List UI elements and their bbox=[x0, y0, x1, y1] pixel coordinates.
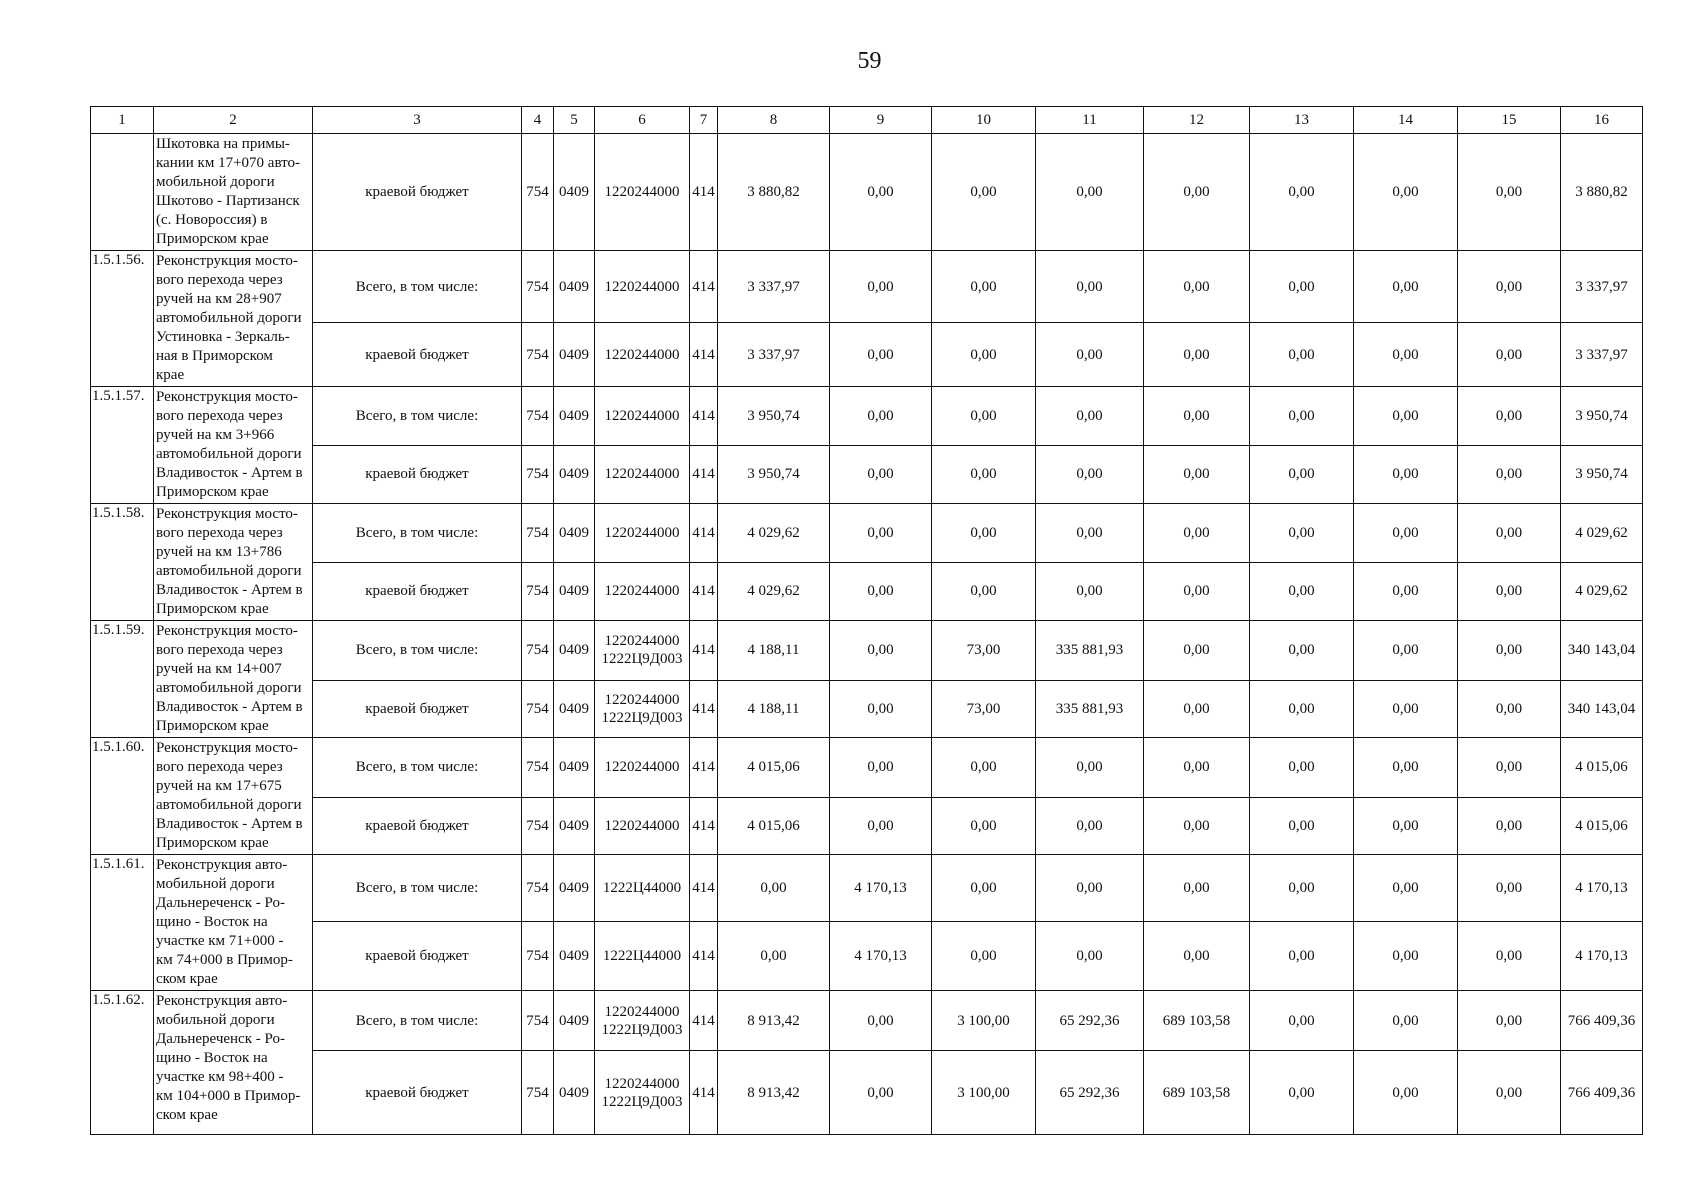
amount-col-13: 0,00 bbox=[1250, 621, 1354, 681]
code-col-5: 0409 bbox=[554, 991, 595, 1051]
table-row bbox=[91, 855, 1643, 922]
amount-col-11: 0,00 bbox=[1036, 134, 1144, 251]
amount-col-8: 3 880,82 bbox=[718, 134, 830, 251]
amount-col-9: 0,00 bbox=[830, 680, 932, 737]
table-row bbox=[91, 387, 1643, 446]
amount-col-14: 0,00 bbox=[1354, 797, 1458, 854]
amount-col-10: 0,00 bbox=[932, 562, 1036, 621]
code-col-7: 414 bbox=[690, 991, 718, 1051]
amount-col-11: 0,00 bbox=[1036, 387, 1144, 446]
amount-col-14: 0,00 bbox=[1354, 134, 1458, 251]
amount-col-8: 3 337,97 bbox=[718, 323, 830, 387]
code-col-6: 1222Ц44000 bbox=[595, 855, 690, 922]
item-description: Реконструкция мосто- вого перехода через ручей на км 13+786 автомобильной дороги Владивосток - Артем в Приморском крае bbox=[154, 504, 313, 621]
amount-col-12: 0,00 bbox=[1144, 921, 1250, 990]
item-description: Реконструкция авто- мобильной дороги Дальнереченск - Ро- щино - Восток на участке км 98+400 - км 104+000 в Примор- ском крае bbox=[154, 991, 313, 1135]
code-col-6: 1220244000 bbox=[595, 134, 690, 251]
amount-col-14: 0,00 bbox=[1354, 1051, 1458, 1135]
header-cell: 8 bbox=[718, 107, 830, 134]
amount-col-15: 0,00 bbox=[1458, 504, 1561, 563]
amount-col-14: 0,00 bbox=[1354, 921, 1458, 990]
code-col-6: 1220244000 bbox=[595, 445, 690, 504]
amount-col-9: 0,00 bbox=[830, 387, 932, 446]
header-cell: 10 bbox=[932, 107, 1036, 134]
funding-source: краевой бюджет bbox=[313, 323, 522, 387]
code-col-4: 754 bbox=[522, 991, 554, 1051]
code-col-7: 414 bbox=[690, 797, 718, 854]
code-col-5: 0409 bbox=[554, 621, 595, 681]
amount-col-8: 4 188,11 bbox=[718, 680, 830, 737]
amount-col-9: 0,00 bbox=[830, 797, 932, 854]
amount-col-13: 0,00 bbox=[1250, 251, 1354, 323]
amount-col-13: 0,00 bbox=[1250, 921, 1354, 990]
code-col-4: 754 bbox=[522, 323, 554, 387]
header-cell: 15 bbox=[1458, 107, 1561, 134]
amount-col-8: 4 188,11 bbox=[718, 621, 830, 681]
code-col-4: 754 bbox=[522, 387, 554, 446]
code-col-6: 1220244000 bbox=[595, 504, 690, 563]
amount-col-13: 0,00 bbox=[1250, 387, 1354, 446]
amount-col-12: 0,00 bbox=[1144, 251, 1250, 323]
amount-col-10: 0,00 bbox=[932, 387, 1036, 446]
amount-col-14: 0,00 bbox=[1354, 855, 1458, 922]
amount-col-16: 3 337,97 bbox=[1561, 323, 1643, 387]
code-col-4: 754 bbox=[522, 855, 554, 922]
item-number: 1.5.1.58. bbox=[91, 504, 154, 621]
amount-col-11: 0,00 bbox=[1036, 921, 1144, 990]
amount-col-9: 0,00 bbox=[830, 134, 932, 251]
header-cell: 7 bbox=[690, 107, 718, 134]
amount-col-15: 0,00 bbox=[1458, 562, 1561, 621]
code-col-5: 0409 bbox=[554, 504, 595, 563]
funding-source: Всего, в том числе: bbox=[313, 251, 522, 323]
table-row bbox=[91, 921, 1643, 990]
amount-col-11: 0,00 bbox=[1036, 445, 1144, 504]
amount-col-8: 4 029,62 bbox=[718, 504, 830, 563]
amount-col-8: 4 015,06 bbox=[718, 797, 830, 854]
header-cell: 4 bbox=[522, 107, 554, 134]
code-col-5: 0409 bbox=[554, 1051, 595, 1135]
amount-col-12: 0,00 bbox=[1144, 134, 1250, 251]
amount-col-12: 0,00 bbox=[1144, 445, 1250, 504]
amount-col-9: 0,00 bbox=[830, 323, 932, 387]
amount-col-10: 0,00 bbox=[932, 797, 1036, 854]
funding-source: краевой бюджет bbox=[313, 1051, 522, 1135]
code-col-7: 414 bbox=[690, 251, 718, 323]
amount-col-12: 0,00 bbox=[1144, 387, 1250, 446]
item-description: Реконструкция мосто- вого перехода через ручей на км 3+966 автомобильной дороги Владивосток - Артем в Приморском крае bbox=[154, 387, 313, 504]
amount-col-10: 0,00 bbox=[932, 134, 1036, 251]
amount-col-12: 0,00 bbox=[1144, 504, 1250, 563]
amount-col-10: 0,00 bbox=[932, 251, 1036, 323]
amount-col-10: 73,00 bbox=[932, 621, 1036, 681]
amount-col-16: 4 170,13 bbox=[1561, 855, 1643, 922]
amount-col-16: 4 015,06 bbox=[1561, 797, 1643, 854]
code-col-5: 0409 bbox=[554, 921, 595, 990]
amount-col-8: 4 029,62 bbox=[718, 562, 830, 621]
amount-col-13: 0,00 bbox=[1250, 680, 1354, 737]
code-col-4: 754 bbox=[522, 251, 554, 323]
table-row bbox=[91, 621, 1643, 681]
amount-col-9: 0,00 bbox=[830, 445, 932, 504]
amount-col-14: 0,00 bbox=[1354, 504, 1458, 563]
amount-col-13: 0,00 bbox=[1250, 134, 1354, 251]
amount-col-8: 4 015,06 bbox=[718, 738, 830, 798]
amount-col-14: 0,00 bbox=[1354, 680, 1458, 737]
amount-col-9: 0,00 bbox=[830, 621, 932, 681]
code-col-5: 0409 bbox=[554, 251, 595, 323]
code-col-4: 754 bbox=[522, 562, 554, 621]
amount-col-13: 0,00 bbox=[1250, 1051, 1354, 1135]
code-col-5: 0409 bbox=[554, 134, 595, 251]
amount-col-15: 0,00 bbox=[1458, 1051, 1561, 1135]
amount-col-15: 0,00 bbox=[1458, 680, 1561, 737]
code-col-7: 414 bbox=[690, 680, 718, 737]
amount-col-11: 0,00 bbox=[1036, 855, 1144, 922]
item-description: Реконструкция мосто- вого перехода через ручей на км 14+007 автомобильной дороги Владивосток - Артем в Приморском крае bbox=[154, 621, 313, 738]
amount-col-11: 0,00 bbox=[1036, 251, 1144, 323]
amount-col-8: 3 950,74 bbox=[718, 387, 830, 446]
amount-col-14: 0,00 bbox=[1354, 738, 1458, 798]
funding-source: краевой бюджет bbox=[313, 680, 522, 737]
amount-col-13: 0,00 bbox=[1250, 323, 1354, 387]
amount-col-16: 3 950,74 bbox=[1561, 387, 1643, 446]
item-number: 1.5.1.59. bbox=[91, 621, 154, 738]
amount-col-11: 0,00 bbox=[1036, 323, 1144, 387]
table-row bbox=[91, 1051, 1643, 1135]
code-col-4: 754 bbox=[522, 134, 554, 251]
amount-col-16: 340 143,04 bbox=[1561, 680, 1643, 737]
amount-col-12: 0,00 bbox=[1144, 855, 1250, 922]
amount-col-15: 0,00 bbox=[1458, 445, 1561, 504]
amount-col-11: 0,00 bbox=[1036, 738, 1144, 798]
funding-source: Всего, в том числе: bbox=[313, 855, 522, 922]
amount-col-15: 0,00 bbox=[1458, 387, 1561, 446]
amount-col-15: 0,00 bbox=[1458, 251, 1561, 323]
item-number: 1.5.1.60. bbox=[91, 738, 154, 855]
amount-col-13: 0,00 bbox=[1250, 797, 1354, 854]
code-col-6: 1220244000 1222Ц9Д003 bbox=[595, 680, 690, 737]
code-col-4: 754 bbox=[522, 1051, 554, 1135]
amount-col-9: 0,00 bbox=[830, 251, 932, 323]
amount-col-13: 0,00 bbox=[1250, 504, 1354, 563]
amount-col-9: 0,00 bbox=[830, 738, 932, 798]
table-row bbox=[91, 251, 1643, 323]
amount-col-10: 0,00 bbox=[932, 504, 1036, 563]
amount-col-13: 0,00 bbox=[1250, 445, 1354, 504]
amount-col-9: 4 170,13 bbox=[830, 855, 932, 922]
amount-col-15: 0,00 bbox=[1458, 738, 1561, 798]
amount-col-16: 4 029,62 bbox=[1561, 562, 1643, 621]
code-col-7: 414 bbox=[690, 562, 718, 621]
code-col-7: 414 bbox=[690, 921, 718, 990]
table-row bbox=[91, 323, 1643, 387]
amount-col-11: 0,00 bbox=[1036, 504, 1144, 563]
code-col-5: 0409 bbox=[554, 680, 595, 737]
amount-col-10: 0,00 bbox=[932, 738, 1036, 798]
table-row bbox=[91, 991, 1643, 1051]
amount-col-8: 3 950,74 bbox=[718, 445, 830, 504]
code-col-4: 754 bbox=[522, 797, 554, 854]
amount-col-14: 0,00 bbox=[1354, 323, 1458, 387]
amount-col-10: 0,00 bbox=[932, 921, 1036, 990]
amount-col-8: 3 337,97 bbox=[718, 251, 830, 323]
amount-col-16: 4 015,06 bbox=[1561, 738, 1643, 798]
amount-col-16: 3 950,74 bbox=[1561, 445, 1643, 504]
amount-col-14: 0,00 bbox=[1354, 621, 1458, 681]
header-cell: 9 bbox=[830, 107, 932, 134]
header-cell: 12 bbox=[1144, 107, 1250, 134]
amount-col-12: 0,00 bbox=[1144, 621, 1250, 681]
amount-col-14: 0,00 bbox=[1354, 445, 1458, 504]
table-row bbox=[91, 680, 1643, 737]
table-row bbox=[91, 445, 1643, 504]
amount-col-13: 0,00 bbox=[1250, 562, 1354, 621]
amount-col-8: 8 913,42 bbox=[718, 1051, 830, 1135]
code-col-7: 414 bbox=[690, 323, 718, 387]
amount-col-11: 65 292,36 bbox=[1036, 1051, 1144, 1135]
code-col-4: 754 bbox=[522, 738, 554, 798]
code-col-4: 754 bbox=[522, 921, 554, 990]
amount-col-9: 0,00 bbox=[830, 562, 932, 621]
amount-col-8: 0,00 bbox=[718, 921, 830, 990]
amount-col-11: 0,00 bbox=[1036, 562, 1144, 621]
amount-col-10: 73,00 bbox=[932, 680, 1036, 737]
amount-col-15: 0,00 bbox=[1458, 621, 1561, 681]
code-col-7: 414 bbox=[690, 1051, 718, 1135]
budget-table bbox=[90, 106, 1643, 1135]
item-number: 1.5.1.62. bbox=[91, 991, 154, 1135]
amount-col-12: 0,00 bbox=[1144, 797, 1250, 854]
code-col-7: 414 bbox=[690, 445, 718, 504]
amount-col-8: 8 913,42 bbox=[718, 991, 830, 1051]
amount-col-11: 65 292,36 bbox=[1036, 991, 1144, 1051]
amount-col-16: 766 409,36 bbox=[1561, 991, 1643, 1051]
amount-col-16: 766 409,36 bbox=[1561, 1051, 1643, 1135]
amount-col-15: 0,00 bbox=[1458, 991, 1561, 1051]
amount-col-12: 0,00 bbox=[1144, 738, 1250, 798]
header-cell: 5 bbox=[554, 107, 595, 134]
table-row bbox=[91, 562, 1643, 621]
header-cell: 2 bbox=[154, 107, 313, 134]
table-body bbox=[91, 107, 1643, 1135]
funding-source: краевой бюджет bbox=[313, 445, 522, 504]
funding-source: краевой бюджет bbox=[313, 562, 522, 621]
header-cell: 16 bbox=[1561, 107, 1643, 134]
amount-col-16: 4 029,62 bbox=[1561, 504, 1643, 563]
header-cell: 13 bbox=[1250, 107, 1354, 134]
amount-col-14: 0,00 bbox=[1354, 562, 1458, 621]
amount-col-15: 0,00 bbox=[1458, 921, 1561, 990]
code-col-5: 0409 bbox=[554, 445, 595, 504]
item-number: 1.5.1.57. bbox=[91, 387, 154, 504]
code-col-5: 0409 bbox=[554, 323, 595, 387]
amount-col-15: 0,00 bbox=[1458, 134, 1561, 251]
funding-source: краевой бюджет bbox=[313, 797, 522, 854]
code-col-5: 0409 bbox=[554, 387, 595, 446]
amount-col-9: 4 170,13 bbox=[830, 921, 932, 990]
table-row bbox=[91, 504, 1643, 563]
page-number: 59 bbox=[857, 48, 882, 74]
amount-col-15: 0,00 bbox=[1458, 797, 1561, 854]
funding-source: краевой бюджет bbox=[313, 134, 522, 251]
code-col-7: 414 bbox=[690, 387, 718, 446]
code-col-6: 1220244000 1222Ц9Д003 bbox=[595, 1051, 690, 1135]
table-row bbox=[91, 738, 1643, 798]
amount-col-10: 0,00 bbox=[932, 855, 1036, 922]
code-col-6: 1220244000 bbox=[595, 797, 690, 854]
item-number: 1.5.1.61. bbox=[91, 855, 154, 991]
amount-col-8: 0,00 bbox=[718, 855, 830, 922]
code-col-5: 0409 bbox=[554, 562, 595, 621]
item-number: 1.5.1.56. bbox=[91, 251, 154, 387]
header-cell: 6 bbox=[595, 107, 690, 134]
amount-col-16: 4 170,13 bbox=[1561, 921, 1643, 990]
amount-col-12: 689 103,58 bbox=[1144, 991, 1250, 1051]
amount-col-10: 0,00 bbox=[932, 445, 1036, 504]
amount-col-9: 0,00 bbox=[830, 504, 932, 563]
code-col-6: 1220244000 bbox=[595, 251, 690, 323]
code-col-4: 754 bbox=[522, 445, 554, 504]
code-col-7: 414 bbox=[690, 134, 718, 251]
funding-source: Всего, в том числе: bbox=[313, 621, 522, 681]
code-col-5: 0409 bbox=[554, 855, 595, 922]
amount-col-10: 3 100,00 bbox=[932, 1051, 1036, 1135]
item-description: Реконструкция мосто- вого перехода через ручей на км 17+675 автомобильной дороги Владивосток - Артем в Приморском крае bbox=[154, 738, 313, 855]
header-cell: 14 bbox=[1354, 107, 1458, 134]
table-row bbox=[91, 134, 1643, 251]
funding-source: Всего, в том числе: bbox=[313, 387, 522, 446]
code-col-7: 414 bbox=[690, 504, 718, 563]
amount-col-14: 0,00 bbox=[1354, 991, 1458, 1051]
header-cell: 11 bbox=[1036, 107, 1144, 134]
amount-col-12: 689 103,58 bbox=[1144, 1051, 1250, 1135]
code-col-7: 414 bbox=[690, 621, 718, 681]
amount-col-15: 0,00 bbox=[1458, 323, 1561, 387]
header-cell: 3 bbox=[313, 107, 522, 134]
amount-col-12: 0,00 bbox=[1144, 680, 1250, 737]
amount-col-14: 0,00 bbox=[1354, 251, 1458, 323]
code-col-7: 414 bbox=[690, 738, 718, 798]
code-col-6: 1220244000 bbox=[595, 387, 690, 446]
header-row bbox=[91, 107, 1643, 134]
amount-col-9: 0,00 bbox=[830, 1051, 932, 1135]
header-cell: 1 bbox=[91, 107, 154, 134]
amount-col-15: 0,00 bbox=[1458, 855, 1561, 922]
amount-col-10: 0,00 bbox=[932, 323, 1036, 387]
amount-col-11: 0,00 bbox=[1036, 797, 1144, 854]
item-description: Реконструкция авто- мобильной дороги Дальнереченск - Ро- щино - Восток на участке км 71+000 - км 74+000 в Примор- ском крае bbox=[154, 855, 313, 991]
code-col-6: 1220244000 bbox=[595, 323, 690, 387]
amount-col-16: 3 880,82 bbox=[1561, 134, 1643, 251]
table-row bbox=[91, 797, 1643, 854]
amount-col-10: 3 100,00 bbox=[932, 991, 1036, 1051]
code-col-6: 1222Ц44000 bbox=[595, 921, 690, 990]
code-col-6: 1220244000 bbox=[595, 562, 690, 621]
amount-col-12: 0,00 bbox=[1144, 562, 1250, 621]
amount-col-9: 0,00 bbox=[830, 991, 932, 1051]
funding-source: Всего, в том числе: bbox=[313, 991, 522, 1051]
code-col-5: 0409 bbox=[554, 797, 595, 854]
item-description: Шкотовка на примы- кании км 17+070 авто- мобильной дороги Шкотово - Партизанск (с. Новороссия) в Приморском крае bbox=[154, 134, 313, 251]
amount-col-13: 0,00 bbox=[1250, 738, 1354, 798]
code-col-4: 754 bbox=[522, 621, 554, 681]
amount-col-11: 335 881,93 bbox=[1036, 621, 1144, 681]
funding-source: краевой бюджет bbox=[313, 921, 522, 990]
amount-col-16: 3 337,97 bbox=[1561, 251, 1643, 323]
funding-source: Всего, в том числе: bbox=[313, 738, 522, 798]
funding-source: Всего, в том числе: bbox=[313, 504, 522, 563]
amount-col-12: 0,00 bbox=[1144, 323, 1250, 387]
code-col-7: 414 bbox=[690, 855, 718, 922]
code-col-6: 1220244000 1222Ц9Д003 bbox=[595, 621, 690, 681]
code-col-5: 0409 bbox=[554, 738, 595, 798]
item-description: Реконструкция мосто- вого перехода через ручей на км 28+907 автомобильной дороги Устиновка - Зеркаль- ная в Приморском крае bbox=[154, 251, 313, 387]
amount-col-13: 0,00 bbox=[1250, 855, 1354, 922]
code-col-4: 754 bbox=[522, 680, 554, 737]
code-col-4: 754 bbox=[522, 504, 554, 563]
amount-col-14: 0,00 bbox=[1354, 387, 1458, 446]
amount-col-11: 335 881,93 bbox=[1036, 680, 1144, 737]
code-col-6: 1220244000 bbox=[595, 738, 690, 798]
item-number bbox=[91, 134, 154, 251]
amount-col-16: 340 143,04 bbox=[1561, 621, 1643, 681]
code-col-6: 1220244000 1222Ц9Д003 bbox=[595, 991, 690, 1051]
amount-col-13: 0,00 bbox=[1250, 991, 1354, 1051]
